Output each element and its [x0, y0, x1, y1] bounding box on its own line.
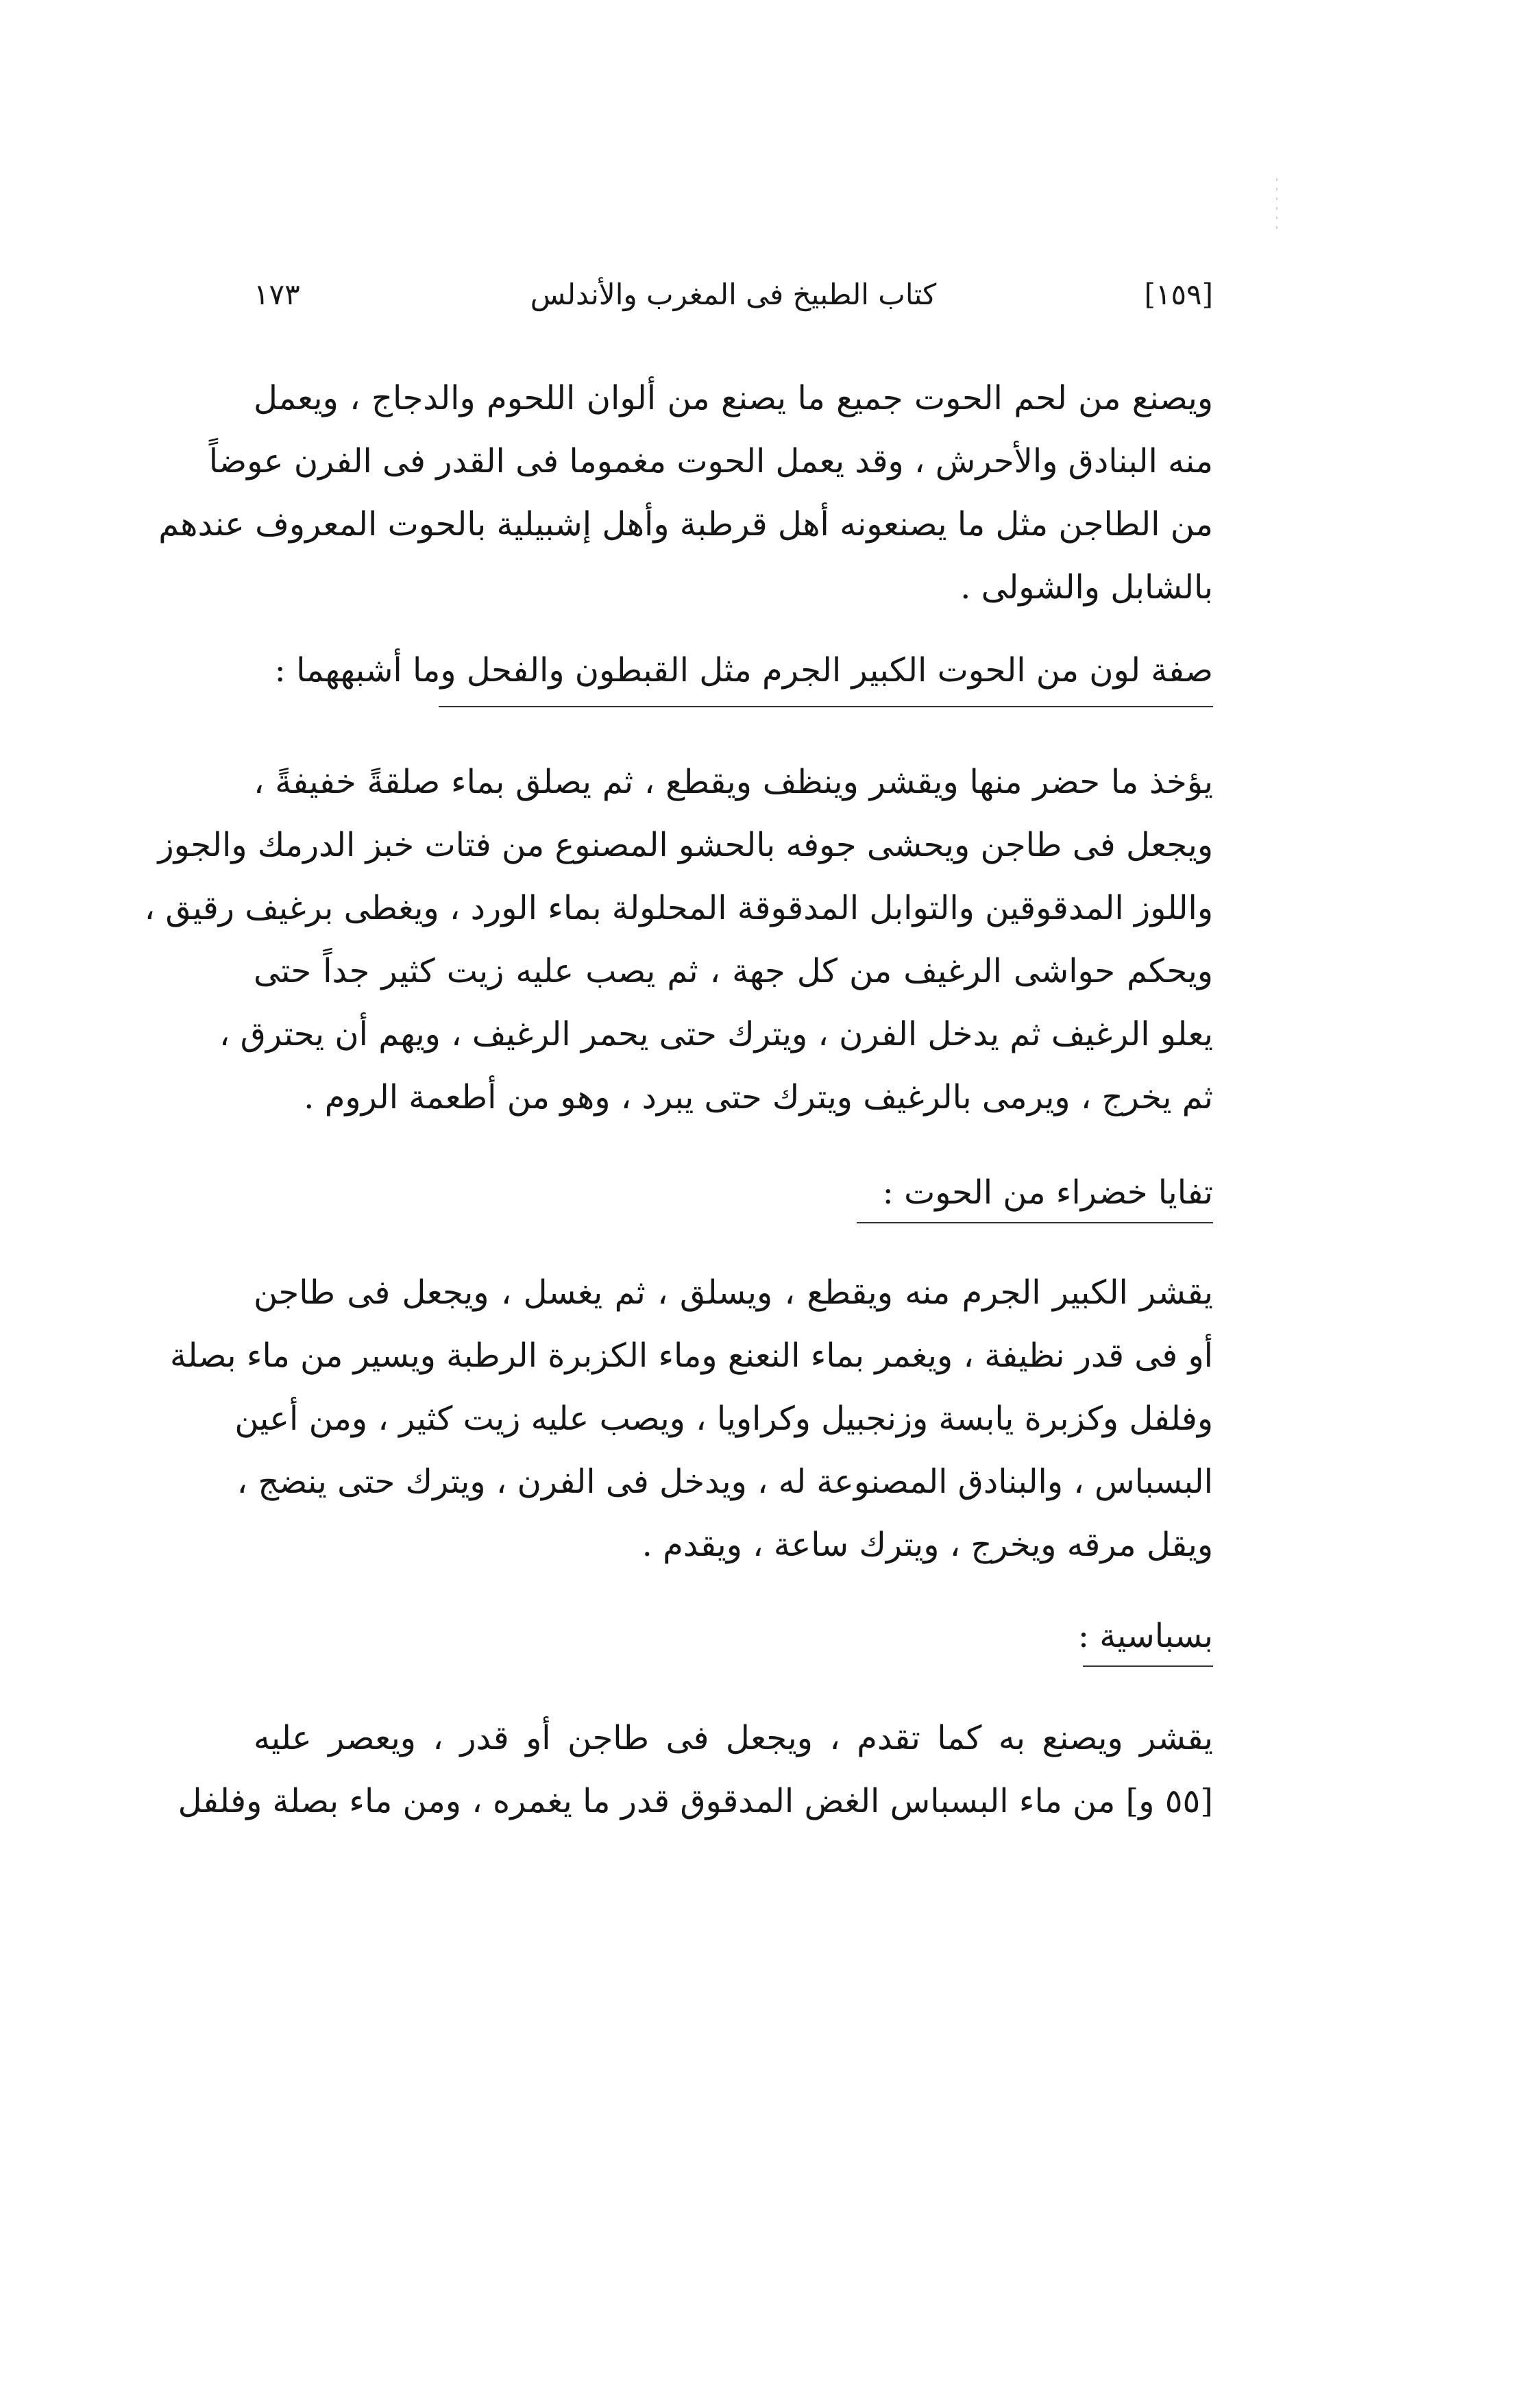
running-title: كتاب الطبيخ فى المغرب والأندلس	[530, 278, 937, 311]
paragraph-intro	[158, 367, 1213, 619]
page-number: ١٧٣	[254, 278, 300, 311]
text-line: يقشر ويصنع به كما تقدم ، ويجعل فى طاجن أو قدر ، ويعصر عليه	[254, 1719, 1213, 1757]
text-line: ويحكم حواشى الرغيف من كل جهة ، ثم يصب عليه زيت كثير جداً حتى	[254, 952, 1213, 990]
text-line: واللوز المدقوقين والتوابل المدقوقة المحلولة بماء الورد ، ويغطى برغيف رقيق ،	[144, 889, 1213, 927]
paragraph-recipe-1	[144, 750, 1213, 1129]
running-header	[254, 278, 1213, 326]
paragraph-recipe-2	[170, 1261, 1213, 1576]
section-heading: تفايا خضراء من الحوت :	[882, 1173, 1213, 1212]
text-line: وفلفل وكزبرة يابسة وزنجبيل وكراويا ، ويصب عليه زيت كثير ، ومن أعين	[234, 1400, 1213, 1438]
heading-underline	[857, 1222, 1213, 1223]
folio-number: [١٥٩]	[1144, 278, 1213, 311]
text-line: ويصنع من لحم الحوت جميع ما يصنع من ألوان اللحوم والدجاج ، ويعمل	[254, 379, 1213, 417]
text-line: ويجعل فى طاجن ويحشى جوفه بالحشو المصنوع من فتات خبز الدرمك والجوز	[158, 826, 1213, 864]
text-line: البسباس ، والبنادق المصنوعة له ، ويدخل فى الفرن ، ويترك حتى ينضج ،	[236, 1463, 1213, 1501]
text-line: يقشر الكبير الجرم منه ويقطع ، ويسلق ، ثم يغسل ، ويجعل فى طاجن	[254, 1273, 1213, 1312]
text-line: ثم يخرج ، ويرمى بالرغيف ويترك حتى يبرد ، وهو من أطعمة الروم .	[304, 1078, 1213, 1116]
section-heading: صفة لون من الحوت الكبير الجرم مثل القبطون والفحل وما أشبههما :	[274, 651, 1213, 689]
heading-underline	[439, 706, 1213, 707]
paragraph-recipe-3	[178, 1707, 1213, 1833]
section-heading: بسباسية :	[1077, 1617, 1213, 1655]
margin-mark	[1276, 178, 1278, 233]
text-line: من الطاجن مثل ما يصنعونه أهل قرطبة وأهل إشبيلية بالحوت المعروف عندهم	[158, 505, 1213, 544]
text-line: يعلو الرغيف ثم يدخل الفرن ، ويترك حتى يحمر الرغيف ، ويهم أن يحترق ،	[219, 1015, 1213, 1053]
text-line: [٥٥ و] من ماء البسباس الغض المدقوق قدر ما يغمره ، ومن ماء بصلة وفلفل	[178, 1782, 1213, 1820]
text-line: بالشابل والشولى .	[960, 568, 1213, 607]
text-line: ويقل مرقه ويخرج ، ويترك ساعة ، ويقدم .	[641, 1526, 1213, 1564]
text-line: منه البنادق والأحرش ، وقد يعمل الحوت مغموما فى القدر فى الفرن عوضاً	[208, 442, 1213, 480]
text-line: يؤخذ ما حضر منها ويقشر وينظف ويقطع ، ثم يصلق بماء صلقةً خفيفةً ،	[254, 763, 1213, 801]
heading-underline	[1083, 1665, 1213, 1667]
text-line: أو فى قدر نظيفة ، ويغمر بماء النعنع وماء الكزبرة الرطبة ويسير من ماء بصلة	[170, 1336, 1213, 1375]
